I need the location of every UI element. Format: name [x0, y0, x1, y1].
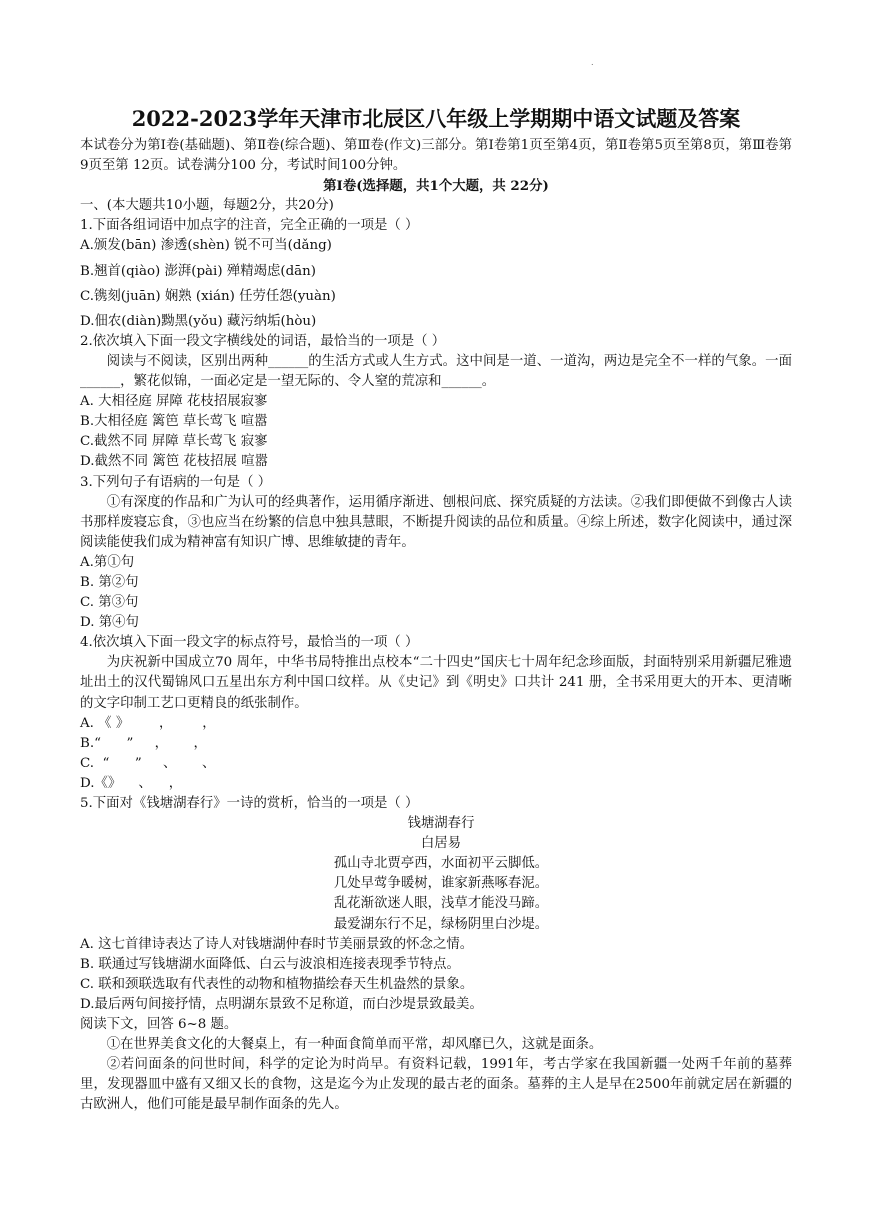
q4-passage: 为庆祝新中国成立70 周年，中华书局特推出点校本“二十四史”国庆七十周年纪念珍面版，封面特别采用新疆尼雅遗址出土的汉代蜀锦风口五星出东方利中国口纹样。从《史记》到《明史》口共计 241 册，全书采用更大的开本、更清晰的文字印制工艺口更精良的纸张制作。 [80, 655, 792, 711]
q1-option-a: A.颁发(bān) 渗透(shèn) 锐不可当(dǎng) [80, 238, 332, 254]
q1-option-b: B.翘首(qiào) 澎湃(pài) 殚精竭虑(dān) [80, 263, 316, 279]
poem-author: 白居易 [420, 836, 462, 852]
poem-line-1: 孤山寺北贾亭西，水面初平云脚低。 [333, 856, 549, 872]
poem-title: 钱塘湖春行 [407, 816, 475, 832]
q5-option-d: D.最后两句间接抒情，点明湖东景致不足称道，而白沙堤景致最美。 [80, 996, 483, 1012]
q1-option-d: D.佃农(diàn)黝黑(yǒu) 藏污纳垢(hòu) [80, 313, 317, 329]
q5-stem: 5.下面对《钱塘湖春行》一诗的赏析，恰当的一项是（ ） [80, 796, 419, 811]
reading-instruction: 阅读下文，回答 6~8 题。 [80, 1017, 238, 1033]
q4-option-a: A. 《 》 ， ， [80, 715, 216, 731]
q3-option-c: C. 第③句 [80, 595, 139, 611]
exam-intro: 本试卷分为第Ⅰ卷(基础题)、第Ⅱ卷(综合题)、第Ⅲ卷(作文)三部分。第Ⅰ卷第1页至第4页，第Ⅱ卷第5页至第8页，第Ⅲ卷第9页至第 12页。试卷满分100 分，考试时间100分钟。 [80, 138, 792, 174]
q4-option-d: D.《》 、 ， [80, 775, 183, 791]
q3-passage: ①有深度的作品和广为认可的经典著作，运用循序渐进、刨根问底、探究质疑的方法读。②我们即便做不到像古人读书那样废寝忘食，③也应当在纷繁的信息中独具慧眼，不断提升阅读的品位和质量。④综上所述，数字化阅读中，通过深阅读能使我们成为精神富有知识广博、思维敏捷的青年。 [80, 494, 792, 550]
q2-passage: 阅读与不阅读，区别出两种______的生活方式或人生方式。这中间是一道、一道沟，两边是完全不一样的气象。一面______，繁花似锦，一面必定是一望无际的、令人窒的荒凉和______。 [80, 353, 792, 390]
exam-page [80, 104, 792, 1116]
part1-header: 一、(本大题共10小题，每题2分，共20分) [80, 198, 334, 214]
q3-option-a: A.第①句 [80, 554, 135, 570]
q2-option-c: C.截然不同 屏障 草长莺飞 寂寥 [80, 434, 268, 450]
q2-option-a: A. 大相径庭 屏障 花枝招展寂寥 [80, 394, 268, 410]
section1-header: 第Ⅰ卷(选择题，共1个大题，共 22分) [323, 178, 549, 195]
reading-paragraph-1: ①在世界美食文化的大餐桌上，有一种面食简单而平常，却风靡已久，这就是面条。 [106, 1037, 603, 1053]
exam-title: 2022-2023学年天津市北辰区八年级上学期期中语文试题及答案 [131, 106, 741, 131]
q1-option-c: C.镌刻(juān) 娴熟 (xián) 任劳任怨(yuàn) [80, 288, 336, 304]
q4-stem: 4.依次填入下面一段文字的标点符号，最恰当的一项（ ） [80, 635, 419, 651]
page-dot: . [591, 58, 594, 67]
q3-option-b: B. 第②句 [80, 574, 139, 590]
poem-line-4: 最爱湖东行不足，绿杨阴里白沙堤。 [333, 916, 549, 932]
q4-option-b: B.“ ” ， ， [80, 735, 207, 751]
q4-option-c: C. “ ” 、 、 [80, 755, 216, 771]
q1-stem: 1.下面各组词语中加点字的注音，完全正确的一项是（ ） [80, 218, 419, 234]
q3-stem: 3.下列句子有语病的一句是（ ） [80, 474, 272, 490]
q5-option-c: C. 联和颈联选取有代表性的动物和植物描绘春天生机盎然的景象。 [80, 976, 474, 992]
reading-paragraph-2: ②若问面条的问世时间，科学的定论为时尚早。有资料记载，1991年，考古学家在我国新疆一处两千年前的墓葬里，发现器皿中盛有又细又长的食物，这是迄今为止发现的最古老的面条。墓葬的主人是早在2500年前就定居在新疆的古欧洲人，他们可能是最早制作面条的先人。 [80, 1057, 792, 1113]
q2-option-d: D.截然不同 篱笆 花枝招展 喧嚣 [80, 454, 268, 470]
q5-option-a: A. 这七首律诗表达了诗人对钱塘湖仲春时节美丽景致的怀念之情。 [80, 936, 474, 952]
q3-option-d: D. 第④句 [80, 615, 139, 631]
poem-line-2: 几处早莺争暖树，谁家新燕啄春泥。 [333, 876, 549, 892]
q5-option-b: B. 联通过写钱塘湖水面降低、白云与波浪相连接表现季节特点。 [80, 956, 460, 972]
q2-stem: 2.依次填入下面一段文字横线处的词语，最恰当的一项是（ ） [80, 333, 446, 349]
q2-option-b: B.大相径庭 篱笆 草长莺飞 喧嚣 [80, 414, 268, 430]
poem-line-3: 乱花渐欲迷人眼，浅草才能没马蹄。 [333, 896, 549, 912]
